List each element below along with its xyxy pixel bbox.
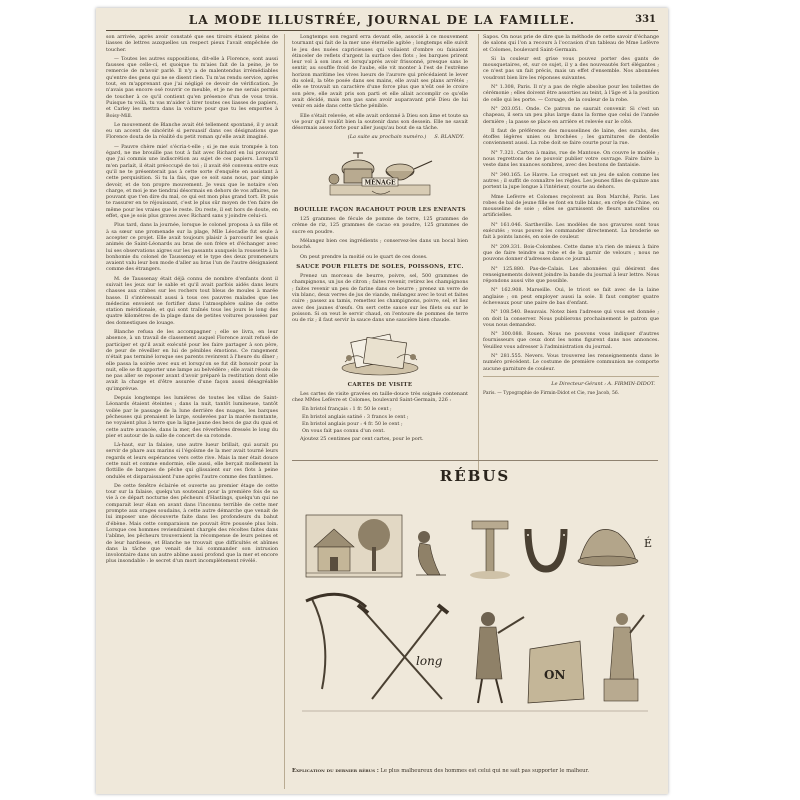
visiting-cards-icon: [335, 328, 425, 378]
journal-page: [96, 8, 668, 794]
story-paragraph: Depuis longtemps les lumières de toutes les villas de Saint-Léonards étaient éteintes ; dans la nuit, tantôt lumineuse, tantôt voilée par le passage de la lune derrière des nuages, les barques pêcheuses qui prenaient le large, soulevées par la marée montante, ne voyaient plus à terre que la ligne jaune des becs de gaz du quai et cette autre avancée, dans la mer, des réverbères dressés le long du pier et autour de la salle de concert de sa rotonde.: [106, 395, 278, 439]
kneeling-figure-icon: [416, 531, 446, 575]
menage-label: MÉNAGE: [364, 179, 396, 187]
stone-slab-icon: [528, 641, 584, 703]
kitchen-utensils-icon: [320, 145, 440, 203]
list-item: En bristol anglais pour : 4 fr. 50 le cent ;: [302, 420, 403, 427]
correspondence-paragraph: N° 340.165. Le Havre. Le croquet est un jeu de salon comme les autres ; il suffit de connaître les règles. Les jeunes filles de quinze ans portent la jupe longue à l'intérieur, courte au dehors.: [483, 171, 659, 191]
crossed-tools-icon: [358, 605, 448, 699]
story-paragraph: Le mouvement de Blanche avait été tellement spontané, il y avait eu un accent de sincérité si persuasif dans ces désignations que Florence douta de la réalité du petit roman qu'elle avait imaginé.: [106, 121, 278, 141]
correspondence-paragraph: N° 203.051. Onde. Ce patron ne saurait convenir. Si c'est un chapeau, il sera un peu plus large dans la forme que celui de l'année dernière ; la passe se place en arrière et relevée sur le côté.: [483, 105, 659, 125]
letter-t-stone-icon: [470, 521, 510, 579]
correspondence-paragraph: N° 125.880. Pas-de-Calais. Les abonnées qui désirent des renseignements doivent joindre la bande du journal à leur lettre. Nous répondons aussi vite que possible.: [483, 265, 659, 285]
recipe-title: SAUCE POUR FILETS DE SOLES, POISSONS, ETC.: [296, 263, 464, 270]
story-paragraph: Plus tard, dans la journée, lorsque le colonel proposa à sa fille et à sa sœur une promenade sur la plage, Mlle Léocadie fut seule à accepter ce projet. Elle avait toujours plaisir à parcourir les quais animés de Saint-Léonards au bras de son frère et d'échanger avec lui ses observations aigres sur les passants auxquels la roussette à la bonhomie du colonel de Taussenay et le type des deux promeneurs avaient valu leur bon mode d'aller au bras l'un de l'autre désignaient comme des étrangers.: [106, 222, 278, 273]
list-item: En bristol anglais satiné : 3 francs le cent ;: [302, 413, 409, 420]
correspondence-paragraph: N° 209.331. Bois-Colombes. Cette dame n'a rien de mieux à faire que de faire teindre sa robe et de la garnir de velours ; nous ne pouvons donner d'adresses dans ce journal.: [483, 243, 659, 263]
correspondence-paragraph: N° 300.088. Rouen. Nous ne pouvons vous indiquer d'autres fournisseurs que ceux dont les noms figurent dans nos annonces. Veuillez vous adresser à l'administration du journal.: [483, 331, 659, 350]
story-paragraph: Longtemps son regard erra devant elle, associé à ce mouvement tournant qui fait de la mer une éternelle agitée ; longtemps elle suivit le jeu des nuées capricieuses qui voilaient d'ombre ou faisaient étinceler de reflets d'argent la surface des flots ; les barques prirent leur vol à son insu et lorsqu'après avoir frissonné, presque sans le sentir, au souffle froid de l'aube, elle vit monter à l'est de l'extrême horizon maritime les vives lueurs de l'aurore qui précédaient le lever du soleil, la tête posée dans ses mains, elle avait ses plans arrêtés ; elle se trouvait un caractère d'une force plus que n'eût osé le croire son père, elle avait pris son parti et elle allait accomplir ce qu'elle avait décidé, mais non pas sans avoir auparavant prié Dieu de lui venir en aide dans cette tâche pénible.: [292, 34, 468, 110]
recipe-paragraph: Prenez un morceau de beurre, poivre, sel, 500 grammes de champignons, un jus de citron ; faites revenir, retirez les champignons ; faites revenir un peu de farine dans ce beurre ; prenez un verre de vin blanc, deux verres de jus de viande, mélangez avec le tout et faites cuire ; passez au tamis, remettez les champignons, poivre, sel, et liez avec des jaunes d'œufs. On sert cette sauce sur les filets ou sur le poisson. Si on veut le servir chaud, on l'entoure de pommes de terre ou de riz ; il faut servir la sauce dans une saucière bien chaude.: [292, 273, 468, 324]
correspondence-paragraph: Il faut de préférence des mousselines de laine, des surahs, des étoffes légères unies ou brochées ; les garnitures de dentelle conviennent aussi. La robe doit se faire courte pour la rue.: [483, 127, 659, 147]
list-item: On vous fait pas connu d'un cent.: [302, 428, 385, 435]
story-column: [106, 34, 285, 789]
rebus-explanation: [292, 768, 658, 775]
page-header: [106, 12, 658, 31]
cartes-illustration: [335, 328, 425, 378]
correspondence-paragraph: N° 1.308, Paris. Il n'y a pas de règle absolue pour les toilettes de cérémonie ; elles doivent être assorties au teint, à l'âge et à la position de celle qui les porte. — Corsage, de la couleur de la robe.: [483, 84, 659, 103]
recipe-paragraph: 125 grammes de fécule de pomme de terre, 125 grammes de crème de riz, 125 grammes de cacao en poudre, 125 grammes de sucre en poudre.: [292, 216, 468, 235]
cartes-price-list: [292, 406, 468, 434]
menage-illustration: [320, 145, 440, 203]
list-item: En bristol français : 1 fr. 50 le cent ;: [302, 406, 392, 413]
imprint: Paris. — Typographie de Firmin-Didot et Cie, rue Jacob, 56.: [483, 391, 620, 397]
author-name: S. BLANDY.: [434, 134, 464, 141]
story-paragraph: Là-haut, sur la falaise, une autre lueur brillait, qui aurait pu servir de phare aux marins si l'égoïsme de la mer avait tourné leurs regards et leurs espérances vers cette rive. Mais la mer était douce cette nuit et comme endormie, elle aussi, elle berçait mollement la flottille de barques de pêche qui glissaient sur ces flots à peine ondulés et disparaissaient l'une après l'autre comme des fantômes.: [106, 442, 278, 480]
recipe-title: BOUILLIE FAÇON RACAHOUT POUR LES ENFANTS: [294, 206, 466, 213]
story-paragraph: Blanche refusa de les accompagner ; elle se livra, en leur absence, à un travail de classement auquel Florence avait refusé de participer et qu'il avait exécuté pour les faire partager à son père, de peur de réveiller en lui de pénibles émotions. Ce rangement n'était pas terminé lorsque ses parents revinrent à l'heure du dîner ; elle passa la soirée avec eux et lorsqu'on se fut dit bonsoir pour la nuit, elle se fit apporter une lampe au belvédère ; elle avait résolu de ne pas aller se reposer avant d'avoir préparé la restitution dont elle avait la charge et d'être assurée d'une façon aussi désagréable qu'imprévue.: [106, 329, 278, 392]
recipe-paragraph: On peut prendre la moitié ou le quart de ces doses.: [300, 253, 428, 260]
story-paragraph: De cette fenêtre éclairée et ouverte au premier étage de cette tour sur la falaise, quelqu'un soutenait pour la première fois de sa vie à ce départ nocturne des pêcheurs d'Hastings, quelqu'un qui ne comparait leur élan en avant dans l'inconnu terrible de cette mer prompte aux orages soudains, à cette autre démarche que venait de lui imposer une découverte faite dans les profondeurs du bahut d'ébène. Mais cette comparaison ne pouvait être poussée plus loin. Lorsque ces hommes reviendraient chargés des récoltes faites dans l'abîme, les pêcheurs trouveraient la récompense de leurs peines et de leur hardiesse, et Blanche ne trouvait que difficultés et abîmes dans la tâche que venait de lui commander son intrusion involontaire dans un autre abîme aussi profond que la mer et encore plus insondable : le secret d'un mort incomplètement révélé.: [106, 482, 278, 565]
horseshoe-icon: [527, 529, 565, 569]
correspondence-paragraph: N° 161.046. Sartheville. Les modèles de nos gravures sont tous exécutés ; vous pouvez les commander directement. La broderie se fait à points lancés, en soie de couleur.: [483, 221, 659, 241]
house-picture-icon: [306, 515, 402, 577]
household-column: [292, 34, 468, 474]
scythe-icon: [306, 594, 366, 689]
rebus-title: RÉBUS: [439, 467, 511, 485]
story-paragraph: M. de Taussenay était déjà connu de nombre d'enfants dont il suivait les jeux sur le sable et qu'il avait parfois aidés dans leurs chasses aux crabes sur les rochers tout bleus de moules à marée basse. Il s'intéressait aussi à tous ces pauvres malades que les médecins envoient se fortifier dans l'atmosphère saline de cette station méridionale, et qui sont traînés tous les jours le long des quatre kilomètres de la plage dans de petites voitures poussées par des domestiques de louage.: [106, 275, 278, 326]
rebus-illustration: [292, 489, 658, 759]
cartes-intro: Les cartes de visite gravées en taille-douce très soignée contenant chez MMes Lefèvre et Colomes, boulevard Saint-Germain, 226 :: [292, 390, 468, 404]
correspondence-paragraph: N° 162.908. Marseille. Oui, le tricot se fait avec de la laine anglaise ; on peut employer aussi la soie. Il faut compter quatre écheveaux pour une paire de bas d'enfant.: [483, 287, 659, 306]
correspondence-paragraph: Mme Lefèvre et Colomes reçoivent au Bon Marché, Paris. Les robes de bal de jeune fille se font en tulle blanc, en crêpe de Chine, en mousseline de soie ; elles se garnissent de fleurs naturelles ou artificielles.: [483, 193, 659, 219]
story-paragraph: — Pauvre chère mie! s'écria-t-elle ; si je me suis trompée à ton égard, ne me brouille pas tout à fait avec Richard en lui prouvant que j'ai commis une indiscrétion au sujet de ces papiers. Lorsqu'il m'en parlait, il était préoccupé de toi ; il avait été convenu entre eux qu'il ne te présenterait pas à cette sorte d'enquête en assistant à cette perquisition. Si tu la fais, que ce soit sans nous, par simple devoir, et de ton propre mouvement. Je veux que le notaire s'en charge, et moi je me tiendrai désormais en dehors de vos affaires, ne pouvant que t'en dire du mal, ce qui est mon plus grand tort. Et puis te rassurer en te réjouissant, c'est le plus sûr moyen de t'en faire de même pour les vraies que le reste. Du reste, il est hors de doute, en effet, que je sois plus graves avec Richard sans y joindre celui-ci.: [106, 143, 278, 220]
walking-figure-icon: [476, 612, 524, 703]
page-number: 331: [635, 14, 656, 25]
correspondence-paragraph: N° 281.555. Nevers. Vous trouverez les renseignements dans le numéro précédent. Le costume de première communion ne comporte aucune garniture de couleur.: [483, 353, 659, 372]
hat-icon: [578, 529, 652, 566]
story-signature: [292, 134, 464, 140]
correspondence-paragraph: Si la couleur est grise vous pouvez porter des gants de mousquetaires, et, sur ce sujet, il y a des nouveautés fort élégantes ; ce n'est pas un fait précis, mais un effet d'ensemble. Nos abonnées voudront bien lire les réponses suivantes.: [483, 55, 659, 81]
statue-icon: [604, 613, 644, 701]
rebus-letter-e: É: [644, 537, 653, 550]
story-paragraph: Elle s'était relevée, et elle avait ordonné à Dieu son âme et toute sa vie pour qu'il voulût bien la soutenir dans son dessein. Elle ne savait désormais assez forte pour aller jusqu'au bout de sa tâche.: [292, 112, 468, 132]
cartes-note: Ajoutez 25 centimes par cent cartes, pour le port.: [300, 435, 424, 442]
rebus-section: [292, 460, 658, 761]
cartes-title: CARTES DE VISITE: [347, 381, 413, 388]
journal-title: LA MODE ILLUSTRÉE, JOURNAL DE LA FAMILLE.: [188, 13, 576, 27]
correspondence-paragraph: N° 7.321. Carton à mains, rue de Mantoue. On couvre le modèle ; nous regrettons de ne pouvoir publier votre ouvrage. Faire faire la veste dans les nuances sombres, avec des boutons de fantaisie.: [483, 149, 659, 169]
explanation-label: Explication du dernier rébus :: [292, 768, 379, 774]
story-paragraph: son arrivée, après avoir constaté que ses tiroirs étaient pleins de liasses de lettres auxquelles un respect pieux l'avait empêchée de toucher.: [106, 34, 278, 53]
explanation-text: Le plus malheureux des hommes est celui qui ne sait pas supporter le malheur.: [380, 768, 590, 774]
rebus-word-long: long: [416, 654, 443, 668]
rebus-letter-on: ON: [544, 668, 566, 682]
correspondence-paragraph: Sapos. On nous prie de dire que la méthode de cette savoir d'échange de salons qui l'on a recours à l'occasion d'un tableau de Mme Lefèvre et Colomes, boulevard Saint-Germain.: [483, 34, 659, 53]
divider: [483, 376, 659, 377]
to-be-continued: (La suite au prochain numéro.): [347, 134, 427, 141]
correspondence-column: [478, 34, 659, 474]
correspondence-paragraph: N° 108.540. Beauvais. Notez bien l'adresse qui vous est donnée ; on doit la conserver. Nous publierons prochainement le patron que vous nous demandez.: [483, 309, 659, 328]
director-signature: Le Directeur-Gérant : A. FIRMIN-DIDOT.: [551, 380, 655, 387]
story-paragraph: — Toutes les autres suppositions, dit-elle à Florence, sont aussi fausses que celle-ci, et quoique tu m'aies fait de la peine, je te remercie de m'avoir parlé. Il n'y a de malentendus irrémédiables qu'entre des gens qui ne se disent rien. Tu m'as rendu service, après tout, en m'apprenant que j'ai négligé ce devoir de vérification. Je n'avais pas encore osé rouvrir ce meuble, et je ne me serais permis de toucher à ce qu'il contient qu'en présence d'un de vous trois. Puisque tu voilà, tu vas m'aider à tirer toutes ces liasses de papiers, et Carley les mettra dans la voiture pour que tu les emportes à Boisy-Mill.: [106, 55, 278, 119]
recipe-paragraph: Mélangez bien ces ingrédients ; conservez-les dans un bocal bien bouché.: [292, 237, 468, 251]
